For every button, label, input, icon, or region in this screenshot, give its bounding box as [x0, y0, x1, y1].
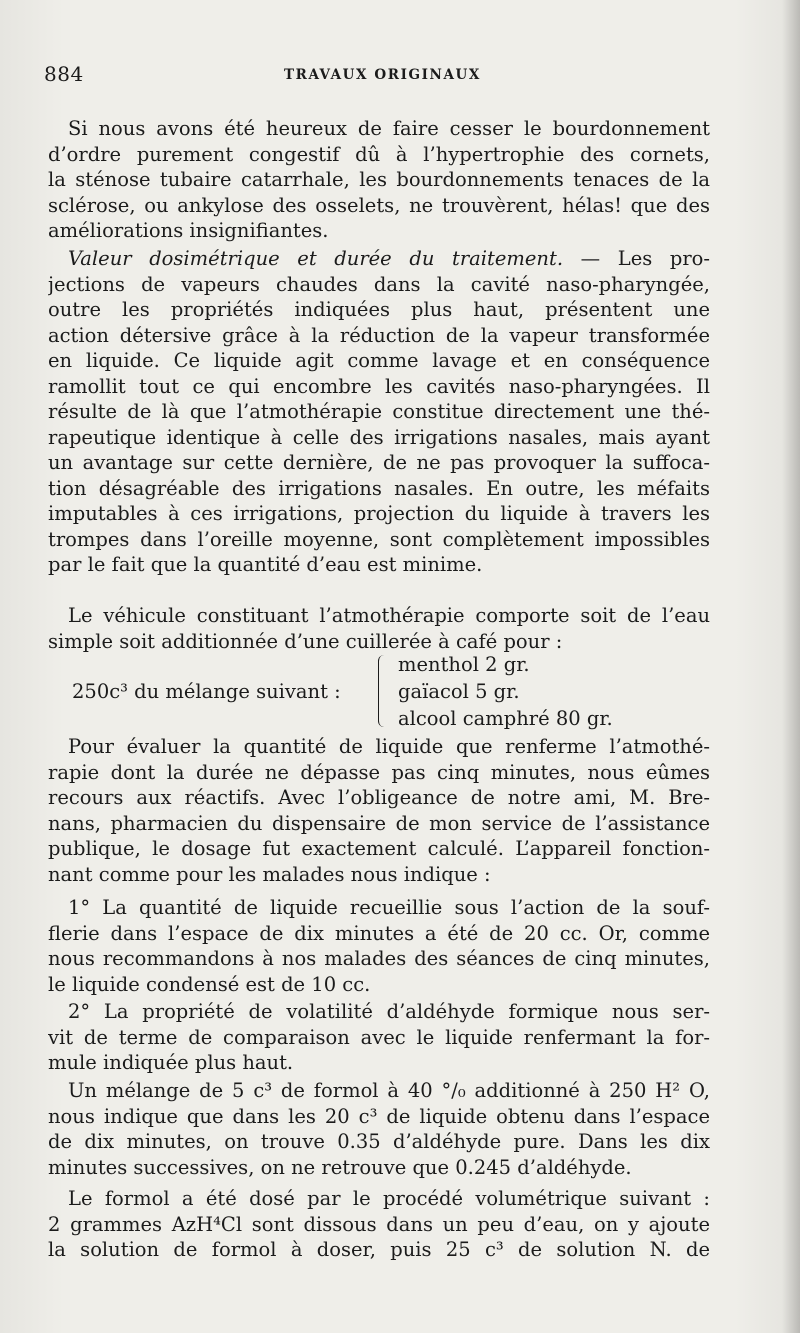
text-line: nans, pharmacien du dispensaire de mon service de l’assistance: [48, 811, 710, 835]
text-line: Le formol a été dosé par le procédé volumétrique suivant :: [68, 1187, 710, 1210]
section-heading: Valeur dosimétrique et durée du traitement.: [68, 247, 564, 270]
text-line: améliorations insignifiantes.: [48, 219, 329, 242]
text-line: par le fait que la quantité d’eau est minime.: [48, 553, 483, 576]
text-line: flerie dans l’espace de dix minutes a été de 20 cc. Or, comme: [48, 921, 710, 945]
text-line: Pour évaluer la quantité de liquide que renferme l’atmothé-: [68, 735, 710, 758]
heading-tail: — Les pro-: [563, 247, 710, 270]
text-line: simple soit additionnée d’une cuillerée à café pour :: [48, 629, 563, 653]
paragraph-vehicule: [48, 603, 710, 654]
paragraph-valeur-dosimetrique: [48, 246, 710, 578]
text-line: de dix minutes, on trouve 0.35 d’aldéhyde pure. Dans les dix: [48, 1130, 710, 1153]
text-line: outre les propriétés indiquées plus haut, présentent une: [48, 298, 710, 321]
text-line: la sténose tubaire catarrhale, les bourdonnements tenaces de la: [48, 168, 710, 191]
text-line: nous indique que dans les 20 c³ de liquide obtenu dans l’espace: [48, 1104, 710, 1128]
page-number: 884: [44, 62, 84, 86]
text-line: Si nous avons été heureux de faire cesser le bourdonnement: [68, 117, 710, 140]
text-line: ramollit tout ce qui encombre les cavités naso-pharyngées. Il: [48, 374, 710, 398]
paragraph-point-2: [48, 999, 710, 1076]
curly-brace: [378, 655, 391, 727]
page-header: [44, 62, 744, 92]
text-line: nous recommandons à nos malades des séances de cinq minutes,: [48, 947, 710, 970]
text-line: Un mélange de 5 c³ de formol à 40 °/₀ additionné à 250 H² O,: [68, 1079, 710, 1102]
text-line: recours aux réactifs. Avec l’obligeance de notre ami, M. Bre-: [48, 786, 710, 809]
text-line: mule indiquée plus haut.: [48, 1051, 294, 1074]
running-head: TRAVAUX ORIGINAUX: [284, 67, 482, 83]
text-line: en liquide. Ce liquide agit comme lavage et en conséquence: [48, 349, 710, 372]
text-line: action détersive grâce à la réduction de la vapeur transformée: [48, 323, 710, 347]
formula-block: [48, 653, 728, 733]
text-line: Le véhicule constituant l’atmothérapie comporte soit de l’eau: [68, 604, 710, 627]
text-line: rapie dont la durée ne dépasse pas cinq minutes, nous eûmes: [48, 760, 710, 784]
paragraph-point-1: [48, 895, 710, 997]
text-line: 1° La quantité de liquide recueillie sous l’action de la souf-: [68, 896, 710, 919]
text-line: d’ordre purement congestif dû à l’hypertrophie des cornets,: [48, 142, 710, 166]
text-line: un avantage sur cette dernière, de ne pas provoquer la suffoca-: [48, 451, 710, 474]
formula-item: alcool camphré 80 gr.: [398, 707, 613, 730]
text-line: 2 grammes AzH⁴Cl sont dissous dans un peu d’eau, on y ajoute: [48, 1212, 710, 1236]
page-edge-shadow: [782, 0, 800, 1333]
text-line: 2° La propriété de volatilité d’aldéhyde formique nous ser-: [68, 1000, 710, 1023]
text-line: minutes successives, on ne retrouve que 0.245 d’aldéhyde.: [48, 1155, 632, 1179]
paragraph-melange: [48, 1078, 710, 1180]
formula-item: menthol 2 gr.: [398, 653, 530, 676]
formula-lead: 250c³ du mélange suivant :: [72, 680, 341, 703]
text-line: rapeutique identique à celle des irrigations nasales, mais ayant: [48, 425, 710, 449]
paragraph-evaluer: [48, 734, 710, 887]
text-line: jections de vapeurs chaudes dans la cavité naso-pharyngée,: [48, 272, 710, 296]
text-line: vit de terme de comparaison avec le liquide renfermant la for-: [48, 1025, 710, 1049]
text-line: sclérose, ou ankylose des osselets, ne trouvèrent, hélas! que des: [48, 193, 710, 217]
text-line: imputables à ces irrigations, projection du liquide à travers les: [48, 502, 710, 525]
text-line: tion désagréable des irrigations nasales. En outre, les méfaits: [48, 476, 710, 500]
text-line: trompes dans l’oreille moyenne, sont complètement impossibles: [48, 527, 710, 551]
text-line: le liquide condensé est de 10 cc.: [48, 972, 371, 996]
text-line: publique, le dosage fut exactement calculé. L’appareil fonction-: [48, 837, 710, 860]
text-line: résulte de là que l’atmothérapie constitue directement une thé-: [48, 400, 710, 423]
formula-item: gaïacol 5 gr.: [398, 680, 520, 703]
paragraph-formol: [48, 1186, 710, 1263]
paragraph-bourdonnement: [48, 116, 710, 244]
text-line: la solution de formol à doser, puis 25 c³ de solution N. de: [48, 1238, 710, 1261]
text-line: nant comme pour les malades nous indique :: [48, 862, 491, 886]
text-line: [48, 246, 710, 272]
